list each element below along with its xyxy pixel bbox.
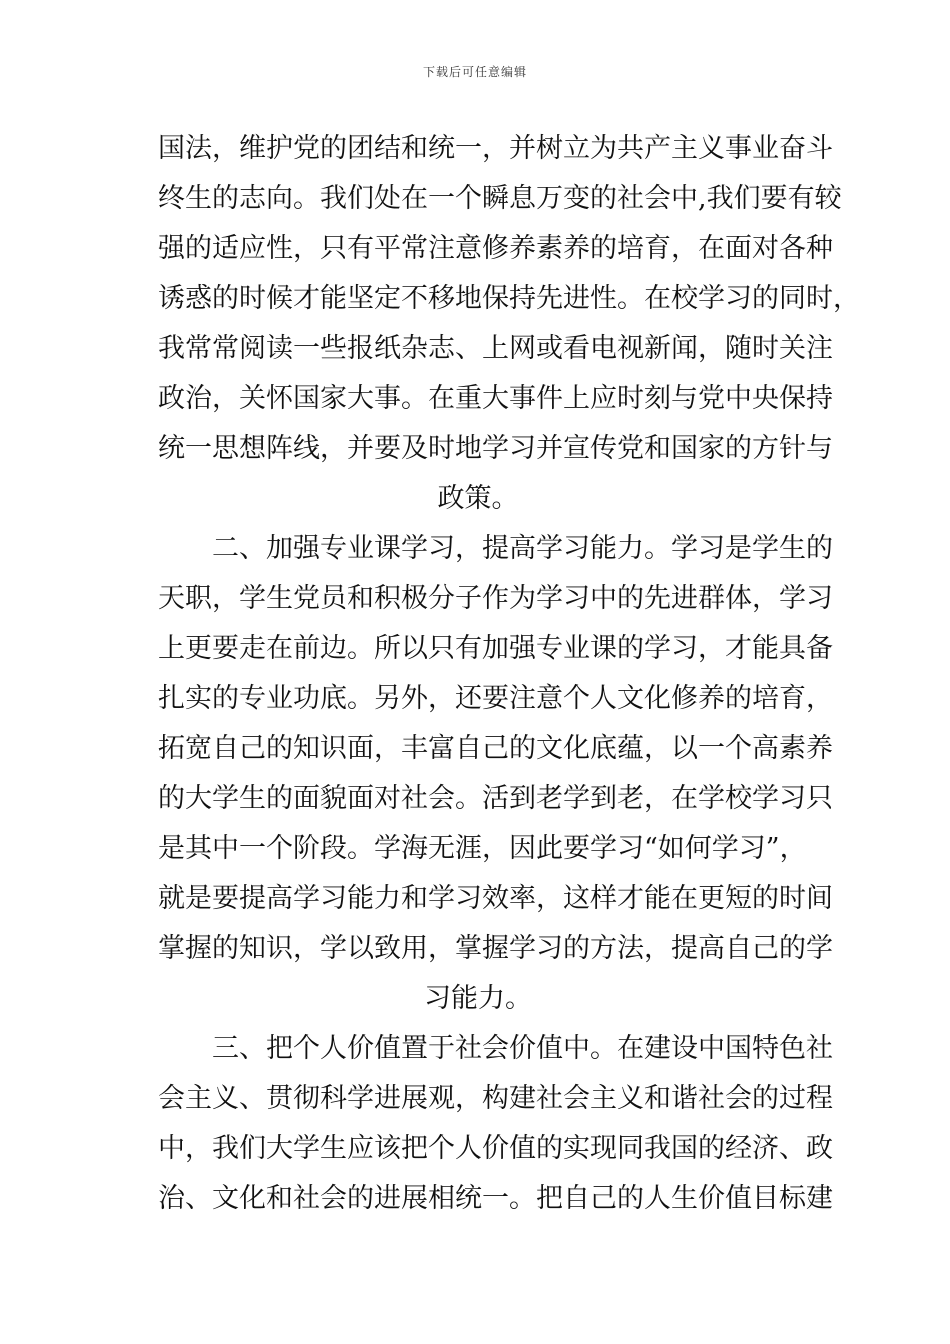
text-line: 扎实的专业功底。另外，还要注意个人文化修养的培育， xyxy=(158,683,833,714)
text-line: 政治，关怀国家大事。在重大事件上应时刻与党中央保持 xyxy=(158,383,833,414)
text-line: 二、加强专业课学习，提高学习能力。学习是学生的 xyxy=(158,533,833,564)
text-line: 我常常阅读一些报纸杂志、上网或看电视新闻，随时关注 xyxy=(158,333,833,364)
paragraph-2 xyxy=(158,524,833,1024)
page-header-note: 下载后可任意编辑 xyxy=(422,65,527,79)
text-line: 上更要走在前边。所以只有加强专业课的学习，才能具备 xyxy=(158,633,833,664)
document-body xyxy=(158,124,860,1224)
text-line: 国法，维护党的团结和统一，并树立为共产主义事业奋斗 xyxy=(158,133,833,164)
text-line: 统一思想阵线，并要及时地学习并宣传党和国家的方针与 xyxy=(158,433,833,464)
text-line: 强的适应性，只有平常注意修养素养的培育，在面对各种 xyxy=(158,233,833,264)
text-line-last: 政策。 xyxy=(437,483,519,514)
text-line: 拓宽自己的知识面，丰富自己的文化底蕴，以一个高素养 xyxy=(158,733,833,764)
text-line: 会主义、贯彻科学进展观，构建社会主义和谐社会的过程 xyxy=(158,1083,833,1114)
text-line: 的大学生的面貌面对社会。活到老学到老，在学校学习只 xyxy=(158,783,833,814)
text-line: 是其中一个阶段。学海无涯，因此要学习“如何学习”， xyxy=(158,833,807,864)
text-line: 治、文化和社会的进展相统一。把自己的人生价值目标建 xyxy=(158,1183,833,1214)
paragraph-3 xyxy=(158,1024,833,1224)
text-line-last: 习能力。 xyxy=(424,983,532,1014)
paragraph-1 xyxy=(158,124,860,524)
text-line: 诱惑的时候才能坚定不移地保持先进性。在校学习的同时， xyxy=(158,283,860,314)
text-line: 三、把个人价值置于社会价值中。在建设中国特色社 xyxy=(158,1033,833,1064)
text-line: 中，我们大学生应该把个人价值的实现同我国的经济、政 xyxy=(158,1133,833,1164)
text-line: 就是要提高学习能力和学习效率，这样才能在更短的时间 xyxy=(158,883,833,914)
text-line: 天职，学生党员和积极分子作为学习中的先进群体，学习 xyxy=(158,583,833,614)
text-line: 掌握的知识，学以致用，掌握学习的方法，提高自己的学 xyxy=(158,933,833,964)
text-line: 终生的志向。我们处在一个瞬息万变的社会中,我们要有较 xyxy=(158,183,842,214)
